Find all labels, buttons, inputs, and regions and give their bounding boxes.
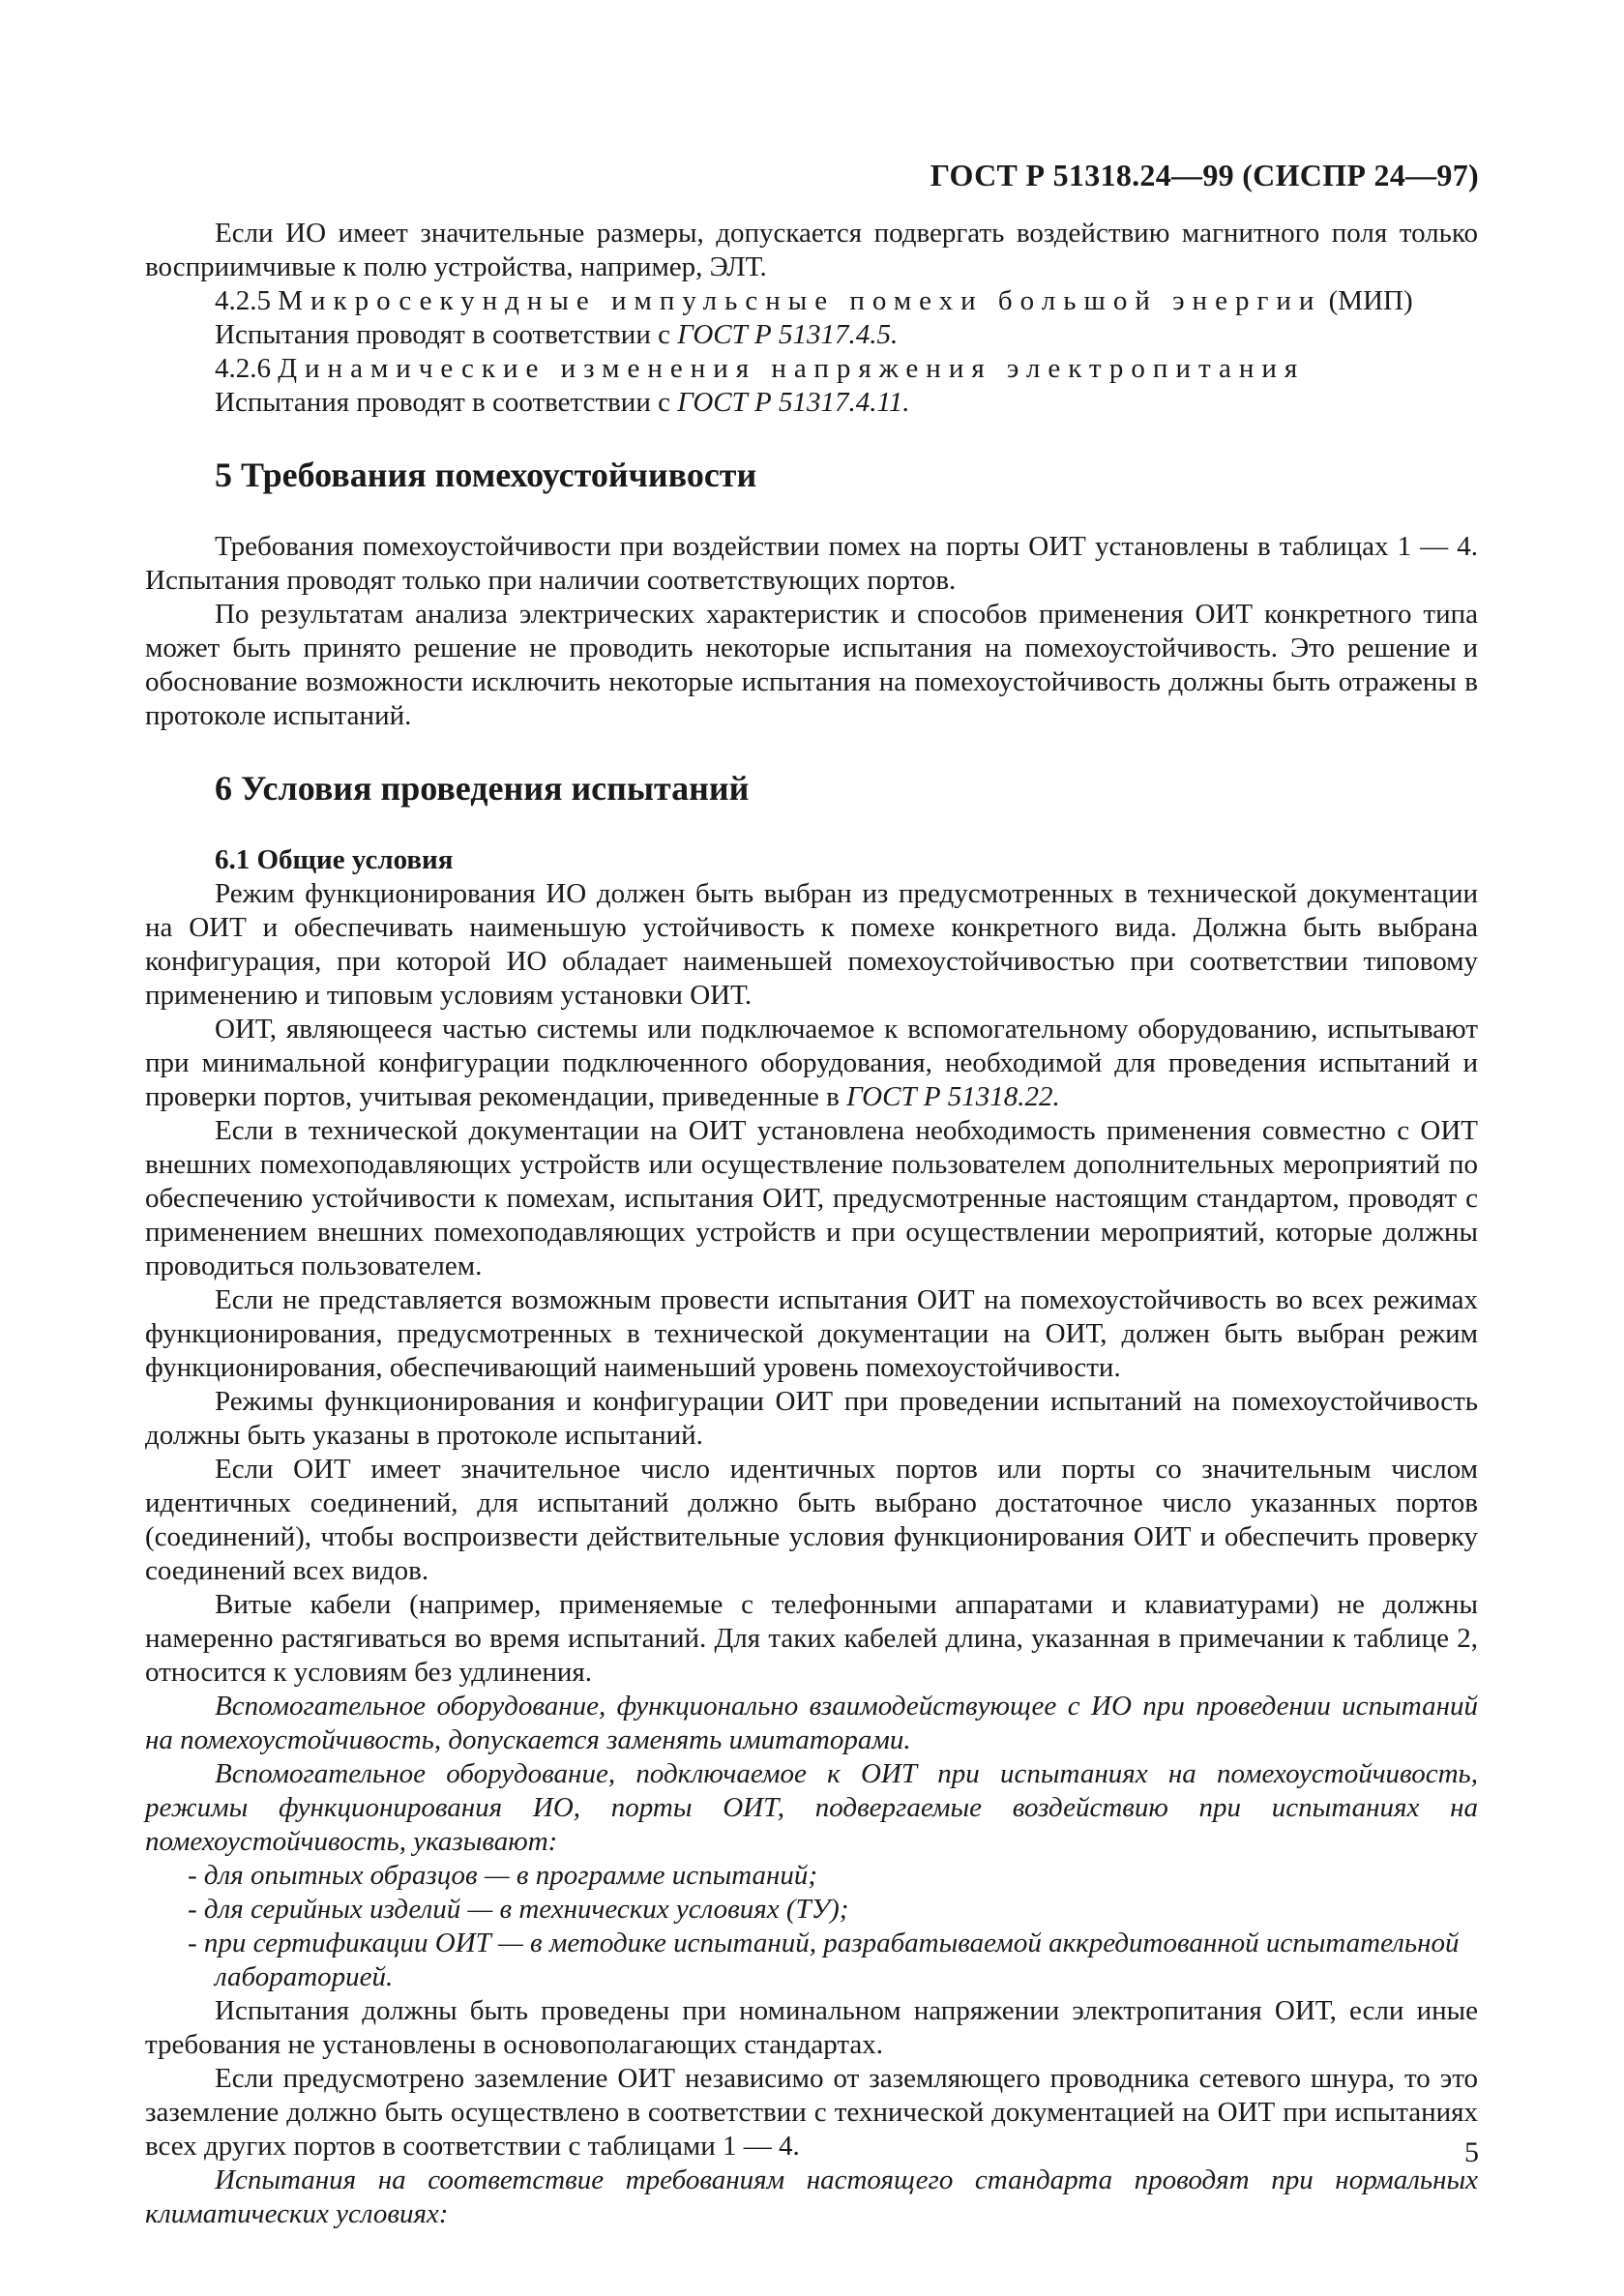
list-item: - для опытных образцов — в программе испытаний;	[188, 1860, 818, 1891]
document-header: ГОСТ Р 51318.24—99 (СИСПР 24—97)	[930, 158, 1479, 192]
section-6-paragraph: Если ОИТ имеет значительное число идентичных портов или порты со значительным числом идентичных соединений, для испытаний должно быть выбрано достаточное число указанных портов (соединений), чтобы воспроизвести действительные условия функционирования ОИТ и обеспечить проверку соединений всех видов.	[145, 1454, 1478, 1586]
clause-4-2-5-heading	[145, 284, 1478, 318]
list-item: - при сертификации ОИТ — в методике испытаний, разрабатываемой аккредитованной испытательной лабораторией.	[188, 1928, 1460, 1992]
section-6-italic-paragraph: Вспомогательное оборудование, подключаемое к ОИТ при испытаниях на помехоустойчивость, режимы функционирования ИО, порты ОИТ, подвергаемые воздействию при испытаниях на помехоустойчивость, указывают:	[145, 1758, 1478, 1857]
clause-text: Испытания проводят в соответствии с	[215, 387, 678, 418]
clause-number: 4.2.5	[215, 285, 271, 316]
paragraph-text: ОИТ, являющееся частью системы или подключаемое к вспомогательному оборудованию, испытывают при минимальной конфигурации подключенного оборудования, необходимой для проведения испытаний и проверки портов, учитывая рекомендации, приведенные в	[145, 1014, 1478, 1112]
section-6-paragraph: Испытания должны быть проведены при номинальном напряжении электропитания ОИТ, если иные требования не установлены в основополагающих стандартах.	[145, 1995, 1478, 2060]
section-5-title: 5 Требования помехоустойчивости	[215, 456, 757, 494]
clause-number: 4.2.6	[215, 353, 271, 384]
clause-4-2-6-heading	[145, 352, 1478, 386]
clause-4-2-6-text	[145, 386, 1478, 420]
list-item: - для серийных изделий — в технических условиях (ТУ);	[188, 1894, 849, 1925]
page-number: 5	[1464, 2136, 1479, 2168]
section-6-paragraph: Если предусмотрено заземление ОИТ независимо от заземляющего проводника сетевого шнура, то это заземление должно быть осуществлено в соответствии с технической документацией на ОИТ при испытаниях всех других портов в соответствии с таблицами 1 — 4.	[145, 2063, 1478, 2162]
section-6-paragraph: Если не представляется возможным провести испытания ОИТ на помехоустойчивость во всех режимах функционирования, предусмотренных в технической документации на ОИТ, должен быть выбран режим функционирования, обеспечивающий наименьший уровень помехоустойчивости.	[145, 1284, 1478, 1383]
standard-reference: ГОСТ Р 51318.22.	[846, 1081, 1060, 1112]
clause-text: Испытания проводят в соответствии с	[215, 319, 678, 350]
section-6-italic-paragraph: Испытания на соответствие требованиям настоящего стандарта проводят при нормальных климатических условиях:	[145, 2164, 1478, 2229]
page-content	[145, 217, 1478, 2231]
section-5-paragraph: По результатам анализа электрических характеристик и способов применения ОИТ конкретного типа может быть принято решение не проводить некоторые испытания на помехоустойчивость. Это решение и обоснование возможности исключить некоторые испытания на помехоустойчивость должны быть отражены в протоколе испытаний.	[145, 599, 1478, 731]
clause-title: Динамические изменения напряжения электропитания	[278, 353, 1306, 384]
section-6-paragraph: Режим функционирования ИО должен быть выбран из предусмотренных в технической документации на ОИТ и обеспечивать наименьшую устойчивость к помехе конкретного вида. Должна быть выбрана конфигурация, при которой ИО обладает наименьшей помехоустойчивостью при соответствии типовому применению и типовым условиям установки ОИТ.	[145, 878, 1478, 1011]
section-6-italic-paragraph: Вспомогательное оборудование, функционально взаимодействующее с ИО при проведении испытаний на помехоустойчивость, допускается заменять имитаторами.	[145, 1691, 1478, 1755]
clause-abbreviation: (МИП)	[1328, 285, 1413, 316]
section-6-paragraph: Если в технической документации на ОИТ установлена необходимость применения совместно с ОИТ внешних помехоподавляющих устройств или осуществление пользователем дополнительных мероприятий по обеспечению устойчивости к помехам, испытания ОИТ, предусмотренные настоящим стандартом, проводят с применением внешних помехоподавляющих устройств и при осуществлении мероприятий, которые должны проводиться пользователем.	[145, 1115, 1478, 1281]
subsection-6-1-title: 6.1 Общие условия	[215, 844, 454, 875]
section-6-paragraph: Режимы функционирования и конфигурации ОИТ при проведении испытаний на помехоустойчивость должны быть указаны в протоколе испытаний.	[145, 1386, 1478, 1451]
section-5-paragraph: Требования помехоустойчивости при воздействии помех на порты ОИТ установлены в таблицах 1 — 4. Испытания проводят только при наличии соответствующих портов.	[145, 531, 1478, 596]
intro-paragraph: Если ИО имеет значительные размеры, допускается подвергать воздействию магнитного поля только восприимчивые к полю устройства, например, ЭЛТ.	[145, 218, 1478, 282]
clause-title: Микросекундные импульсные помехи большой энергии	[278, 285, 1322, 316]
section-6-paragraph	[145, 1013, 1478, 1114]
section-6-title: 6 Условия проведения испытаний	[215, 769, 750, 808]
clause-4-2-5-text	[145, 318, 1478, 352]
section-6-paragraph: Витые кабели (например, применяемые с телефонными аппаратами и клавиатурами) не должны намеренно растягиваться во время испытаний. Для таких кабелей длина, указанная в примечании к таблице 2, относится к условиям без удлинения.	[145, 1589, 1478, 1688]
standard-reference: ГОСТ Р 51317.4.5.	[677, 319, 899, 350]
standard-reference: ГОСТ Р 51317.4.11.	[677, 387, 910, 418]
